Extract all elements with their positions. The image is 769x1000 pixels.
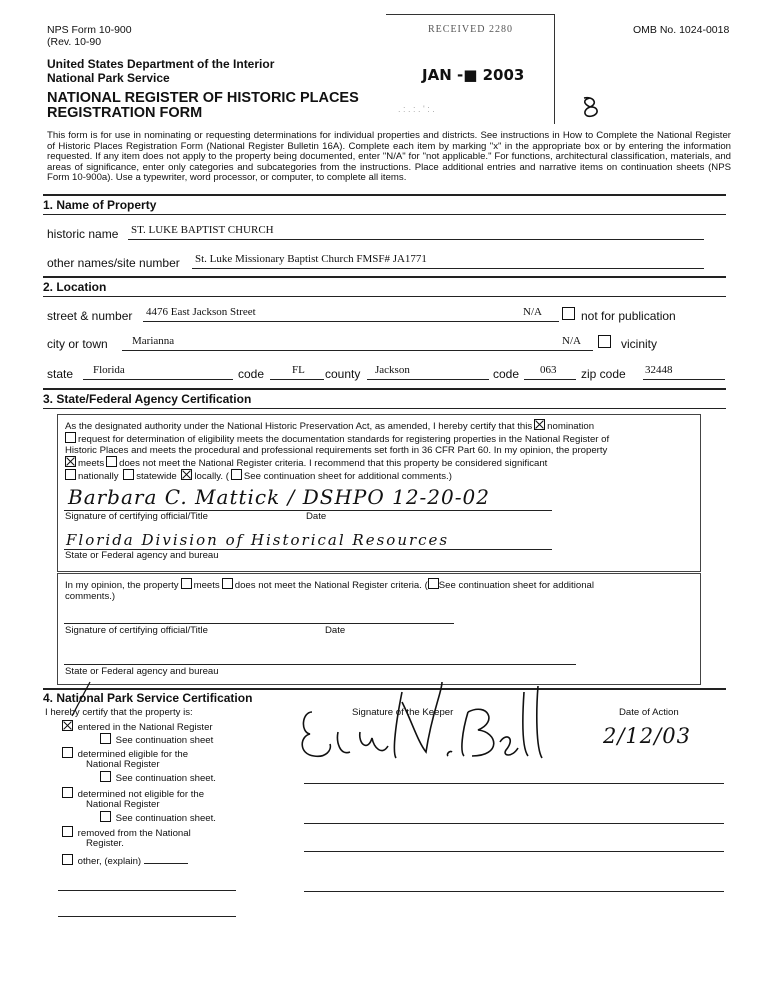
nps-options: entered in the National Register See continuation sheet determined eligible for the National Register See continuation sheet. determined not eligible for the National Register See continuation sheet. removed from the National Register. other, (explain) xyxy=(62,720,216,867)
city-label: city or town xyxy=(47,337,108,351)
keeper-label: Signature of the Keeper xyxy=(352,707,454,718)
opinion-signature-label: Signature of certifying official/Title xyxy=(65,625,208,636)
date-of-action-label: Date of Action xyxy=(619,707,679,718)
opinion-agency-label: State or Federal agency and bureau xyxy=(65,666,219,677)
does-not-meet-checkbox[interactable] xyxy=(106,456,117,467)
historic-name-field[interactable] xyxy=(128,224,704,240)
agency-label: State or Federal agency and bureau xyxy=(65,550,219,561)
form-title xyxy=(47,91,359,121)
certifying-signature: Barbara C. Mattick / DSHPO 12-20-02 xyxy=(68,485,490,509)
city-value: Marianna xyxy=(132,335,175,347)
section3-heading: 3. State/Federal Agency Certification xyxy=(43,392,252,406)
opinion-does-not-meet-checkbox[interactable] xyxy=(222,578,233,589)
form-revision: (Rev. 10-90 xyxy=(47,36,102,48)
zip-value: 32448 xyxy=(645,364,673,376)
removed-checkbox[interactable] xyxy=(62,826,73,837)
entered-checkbox[interactable] xyxy=(62,720,73,731)
state-code-value: FL xyxy=(292,364,305,376)
nomination-checkbox[interactable] xyxy=(534,419,545,430)
department-name: United States Department of the Interior xyxy=(47,57,275,71)
opinion-meets-checkbox[interactable] xyxy=(181,578,192,589)
street-field[interactable] xyxy=(143,306,559,322)
county-field[interactable] xyxy=(367,364,489,380)
instructions-text: This form is for use in nominating or requesting determinations for individual properties and districts. See instructions in How to Complete the National Register of Historic Places Registration Form (National Register Bulletin 16A). Complete each item by marking "x" in the appropriate box or by entering the information requested. If any item does not apply to the property being documented, enter "N/A" for "not applicable." For functions, architectural classification, materials, and areas of significance, enter only categories and subcategories from the instructions. Place additional entries and narrative items on continuation sheets (NPS Form 10-900a). Use a typewriter, word processor, or computer, to complete all items. xyxy=(47,130,731,184)
stamp-date: JAN -■ 2003 xyxy=(422,66,525,84)
vicinity-checkbox[interactable] xyxy=(598,335,611,348)
zip-label: zip code xyxy=(581,367,626,381)
form-title-line2: REGISTRATION FORM xyxy=(47,105,203,121)
street-na: N/A xyxy=(523,306,542,318)
locally-checkbox[interactable] xyxy=(181,469,192,480)
handwritten-mark-icon xyxy=(578,94,604,120)
statewide-checkbox[interactable] xyxy=(123,469,134,480)
not-eligible-continuation-checkbox[interactable] xyxy=(100,811,111,822)
nationally-checkbox[interactable] xyxy=(65,469,76,480)
state-code-label: code xyxy=(238,367,265,381)
street-value: 4476 East Jackson Street xyxy=(146,306,256,318)
certification-text: As the designated authority under the National Historic Preservation Act, as amended, I hereby certify that this nomination request for determination of eligibility meets the documentation standards for registering properties in the National Register of Historic Places and meets the procedural and professional requirements set forth in 36 CFR Part 60. In my opinion, the property meets does not meet the National Register criteria. I recommend that this property be considered significant nationally statewide locally. ( See continuation sheet for additional comments.) xyxy=(65,421,610,482)
service-name: National Park Service xyxy=(47,71,170,85)
not-for-publication-checkbox[interactable] xyxy=(562,307,575,320)
keeper-line-1[interactable] xyxy=(304,783,724,784)
county-value: Jackson xyxy=(375,364,410,376)
state-field[interactable] xyxy=(83,364,233,380)
section2-heading: 2. Location xyxy=(43,280,107,294)
other-names-label: other names/site number xyxy=(47,256,180,270)
vicinity-label: vicinity xyxy=(621,337,658,351)
entered-continuation-checkbox[interactable] xyxy=(100,733,111,744)
opinion-box xyxy=(57,573,701,685)
county-code-label: code xyxy=(493,367,520,381)
state-label: state xyxy=(47,367,74,381)
received-stamp: RECEIVED 2280 JAN -■ 2003 . : . : . ' : . xyxy=(378,14,555,124)
signature-label: Signature of certifying official/Title xyxy=(65,511,208,522)
form-title-line1: NATIONAL REGISTER OF HISTORIC PLACES xyxy=(47,90,359,106)
continuation-checkbox[interactable] xyxy=(231,469,242,480)
received-stamp-text: RECEIVED 2280 xyxy=(428,24,513,35)
historic-name-value: ST. LUKE BAPTIST CHURCH xyxy=(131,224,274,236)
form-number: NPS Form 10-900 xyxy=(47,24,132,36)
section1-heading: 1. Name of Property xyxy=(43,198,157,212)
determined-not-eligible-checkbox[interactable] xyxy=(62,787,73,798)
explain-line-1[interactable] xyxy=(58,890,236,891)
state-value: Florida xyxy=(93,364,125,376)
keeper-line-3[interactable] xyxy=(304,851,724,852)
county-label: county xyxy=(325,367,361,381)
date-of-action-value: 2/12/03 xyxy=(603,724,691,748)
other-names-value: St. Luke Missionary Baptist Church FMSF# JA1771 xyxy=(195,253,427,265)
opinion-date-label: Date xyxy=(325,625,346,636)
determined-eligible-checkbox[interactable] xyxy=(62,747,73,758)
explain-line-2[interactable] xyxy=(58,916,236,917)
agency-block xyxy=(47,57,274,85)
other-checkbox[interactable] xyxy=(62,854,73,865)
omb-number: OMB No. 1024-0018 xyxy=(633,24,730,36)
nps-intro: I hereby certify that the property is: xyxy=(45,707,193,718)
street-label: street & number xyxy=(47,309,133,323)
zip-field[interactable] xyxy=(643,364,725,380)
agency-handwritten: Florida Division of Historical Resources xyxy=(66,531,450,549)
section4-heading: 4. National Park Service Certification xyxy=(43,691,253,705)
state-code-field[interactable] xyxy=(270,364,324,380)
other-names-field[interactable] xyxy=(192,253,704,269)
form-number-block xyxy=(47,24,132,48)
eligible-continuation-checkbox[interactable] xyxy=(100,771,111,782)
keeper-line-4[interactable] xyxy=(304,891,724,892)
date-label: Date xyxy=(306,511,327,522)
opinion-continuation-checkbox[interactable] xyxy=(428,578,439,589)
meets-checkbox[interactable] xyxy=(65,456,76,467)
keeper-signature-icon xyxy=(292,672,562,772)
city-field[interactable] xyxy=(122,335,593,351)
state-certification-box xyxy=(57,414,701,572)
city-na: N/A xyxy=(562,335,581,347)
keeper-signature-text xyxy=(294,726,301,727)
keeper-line-2[interactable] xyxy=(304,823,724,824)
county-code-field[interactable] xyxy=(524,364,576,380)
historic-name-label: historic name xyxy=(47,227,119,241)
opinion-text: In my opinion, the property meets does not meet the National Register criteria. ( See continuation sheet for additional comments.) xyxy=(65,580,594,602)
request-checkbox[interactable] xyxy=(65,432,76,443)
county-code-value: 063 xyxy=(540,364,557,376)
not-for-publication-label: not for publication xyxy=(581,309,676,323)
